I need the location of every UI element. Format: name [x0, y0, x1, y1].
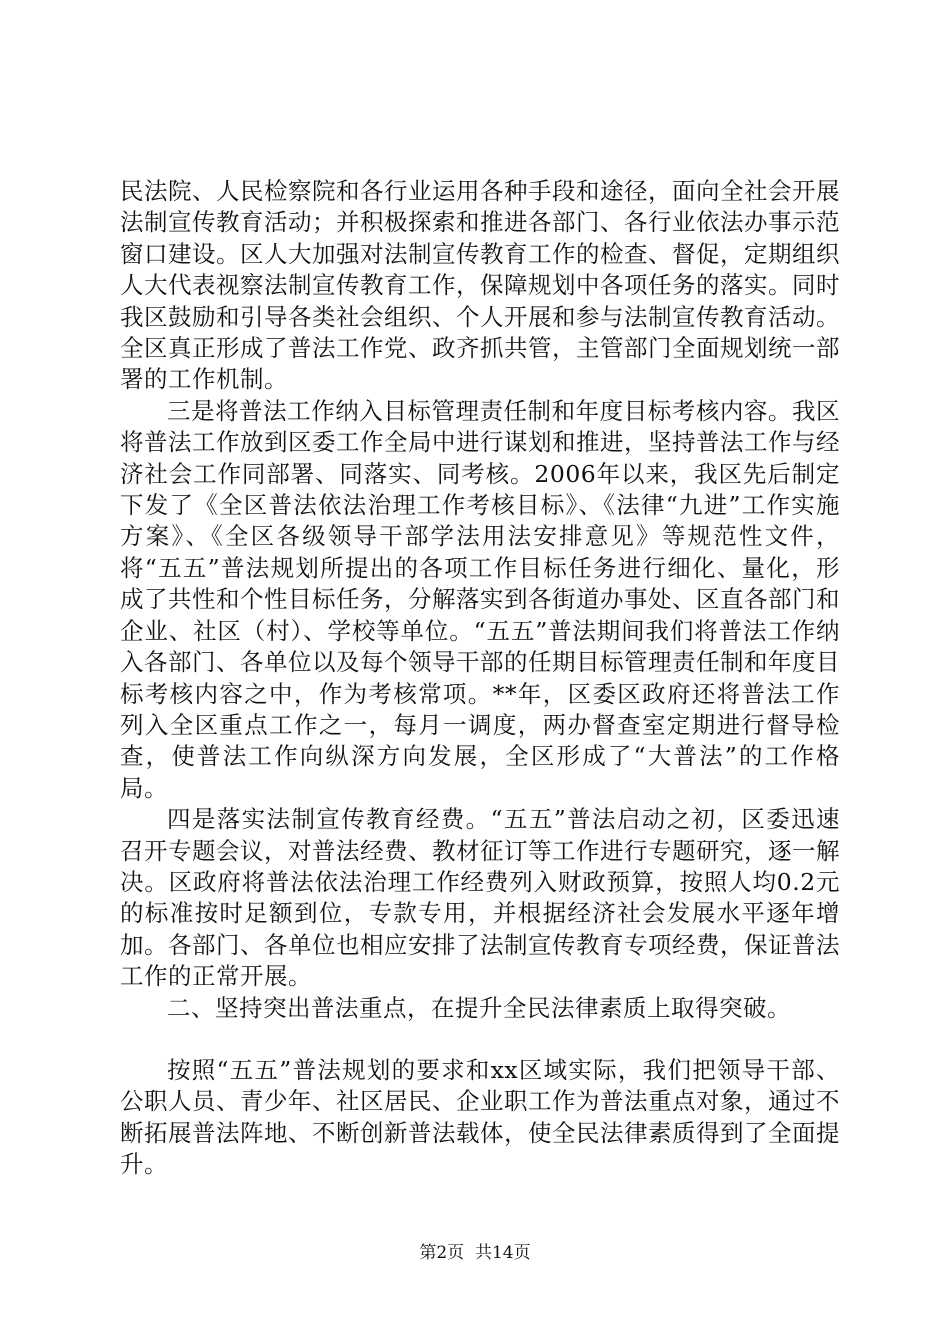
paragraph-funding: 四是落实法制宣传教育经费。“五五”普法启动之初，区委迅速召开专题会议，对普法经费、教材征订等工作进行专题研究，逐一解决。区政府将普法依法治理工作经费列入财政预算，按照人均0.2元的标准按时足额到位，专款专用，并根据经济社会发展水平逐年增加。各部门、各单位也相应安排了法制宣传教育专项经费，保证普法工作的正常开展。 — [120, 805, 840, 991]
document-body — [120, 176, 840, 1181]
page-footer — [0, 1242, 950, 1264]
paragraph-target-management: 三是将普法工作纳入目标管理责任制和年度目标考核内容。我区将普法工作放到区委工作全局中进行谋划和推进，坚持普法工作与经济社会工作同部署、同落实、同考核。2006年以来，我区先后制定下发了《全区普法依法治理工作考核目标》、《法律“九进”工作实施方案》、《全区各级领导干部学法用法安排意见》等规范性文件，将“五五”普法规划所提出的各项工作目标任务进行细化、量化，形成了共性和个性目标任务，分解落实到各街道办事处、区直各部门和企业、社区（村）、学校等单位。“五五”普法期间我们将普法工作纳入各部门、各单位以及每个领导干部的任期目标管理责任制和年度目标考核内容之中，作为考核常项。**年，区委区政府还将普法工作列入全区重点工作之一，每月一调度，两办督查室定期进行督导检查，使普法工作向纵深方向发展，全区形成了“大普法”的工作格局。 — [120, 396, 840, 802]
paragraph-continuation: 民法院、人民检察院和各行业运用各种手段和途径，面向全社会开展法制宣传教育活动；并积极探索和推进各部门、各行业依法办事示范窗口建设。区人大加强对法制宣传教育工作的检查、督促，定期组织人大代表视察法制宣传教育工作，保障规划中各项任务的落实。同时我区鼓励和引导各类社会组织、个人开展和参与法制宣传教育活动。全区真正形成了普法工作党、政齐抓共管，主管部门全面规划统一部署的工作机制。 — [120, 177, 840, 394]
paragraph-key-targets: 按照“五五”普法规划的要求和xx区域实际，我们把领导干部、公职人员、青少年、社区居民、企业职工作为普法重点对象，通过不断拓展普法阵地、不断创新普法载体，使全民法律素质得到了全面提升。 — [120, 1055, 840, 1179]
section-heading: 二、坚持突出普法重点，在提升全民法律素质上取得突破。 — [167, 993, 791, 1022]
page-number: 第2页 共14页 — [419, 1243, 531, 1263]
